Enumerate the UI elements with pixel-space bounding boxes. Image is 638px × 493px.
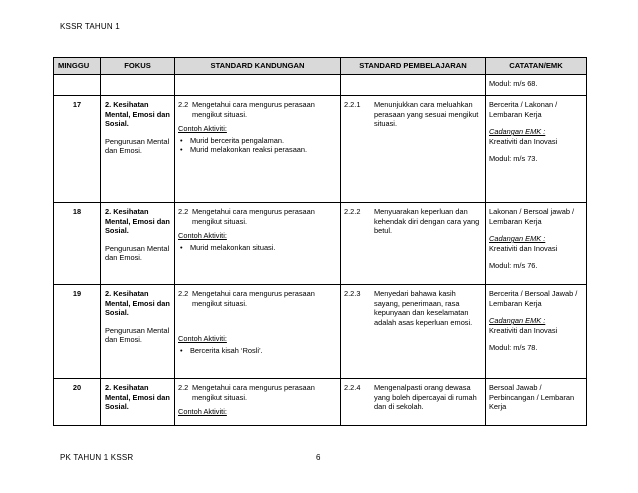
- sp-text: Menyedari bahawa kasih sayang, penerimaan, rasa kepunyaan dan keselamatan adalah asas keperluan emosi.: [374, 289, 473, 327]
- catatan-cell: [486, 285, 587, 379]
- fokus-cell: [101, 285, 175, 379]
- emk-text: Kreativiti dan Inovasi: [489, 325, 558, 335]
- catatan-text: Bersoal Jawab / Perbincangan / Lembaran Kerja: [489, 383, 575, 411]
- fokus-title: 2. Kesihatan Mental, Emosi dan Sosial.: [105, 383, 170, 411]
- sk-text: Mengetahui cara mengurus perasaan mengikut situasi.: [192, 289, 315, 308]
- table-header-row: [54, 58, 587, 75]
- sk-code: 2.2: [178, 383, 189, 392]
- lesson-plan-table: [53, 57, 587, 426]
- table-row: [54, 285, 587, 379]
- activity-item: • Murid melakonkan situasi.: [178, 243, 337, 253]
- sp-text: Mengenalpasti orang dewasa yang boleh dipercayai di rumah dan di sekolah.: [374, 383, 477, 411]
- fokus-cell: [101, 203, 175, 285]
- sp-code: 2.2.4: [344, 383, 361, 392]
- catatan-text: Bercerita / Bersoal Jawab / Lembaran Kerja: [489, 289, 578, 308]
- week-number: 20: [54, 379, 101, 426]
- table-row: [54, 379, 587, 426]
- fokus-subtitle: Pengurusan Mental dan Emosi.: [105, 136, 170, 155]
- table-row: [54, 75, 587, 96]
- table-row: [54, 96, 587, 203]
- sp-code: 2.2.2: [344, 207, 361, 216]
- sk-text: Mengetahui cara mengurus perasaan mengikut situasi.: [192, 100, 315, 119]
- sk-code: 2.2: [178, 100, 189, 109]
- activity-list: [178, 243, 337, 253]
- standard-pembelajaran-cell: [341, 285, 486, 379]
- contoh-aktiviti-label: Contoh Aktiviti:: [178, 231, 227, 240]
- modul-ref: Modul: m/s 78.: [489, 343, 538, 352]
- catatan-text: Bercerita / Lakonan / Lembaran Kerja: [489, 100, 558, 119]
- standard-pembelajaran-cell: [341, 379, 486, 426]
- activity-item: • Bercerita kisah ‘Rosli’.: [178, 346, 337, 356]
- catatan-cell: [486, 96, 587, 203]
- emk-label: Cadangan EMK :: [489, 316, 546, 325]
- fokus-title: 2. Kesihatan Mental, Emosi dan Sosial.: [105, 289, 170, 317]
- contoh-aktiviti-label: Contoh Aktiviti:: [178, 407, 227, 416]
- header-standard-pembelajaran: STANDARD PEMBELAJARAN: [341, 58, 486, 75]
- sp-code: 2.2.3: [344, 289, 361, 298]
- week-number: 19: [54, 285, 101, 379]
- activity-list: [178, 136, 337, 155]
- fokus-subtitle: Pengurusan Mental dan Emosi.: [105, 243, 170, 262]
- sp-text: Menunjukkan cara meluahkan perasaan yang sesuai mengikut situasi.: [374, 100, 479, 128]
- sk-code: 2.2: [178, 289, 189, 298]
- emk-label: Cadangan EMK :: [489, 127, 546, 136]
- modul-ref: Modul: m/s 76.: [489, 261, 538, 270]
- standard-kandungan-cell: [175, 203, 341, 285]
- sk-text: Mengetahui cara mengurus perasaan mengikut situasi.: [192, 383, 315, 402]
- fokus-cell: [101, 96, 175, 203]
- page-number: 6: [316, 453, 321, 462]
- footer-title: PK TAHUN 1 KSSR: [60, 453, 134, 462]
- modul-ref: Modul: m/s 73.: [489, 154, 538, 163]
- standard-kandungan-cell: [175, 285, 341, 379]
- standard-pembelajaran-cell: [341, 203, 486, 285]
- fokus-title: 2. Kesihatan Mental, Emosi dan Sosial.: [105, 100, 170, 128]
- week-number: 17: [54, 96, 101, 203]
- standard-kandungan-cell: [175, 96, 341, 203]
- page-header: KSSR TAHUN 1: [60, 22, 120, 31]
- sp-text: Menyuarakan keperluan dan kehendak diri dengan cara yang betul.: [374, 207, 480, 235]
- modul-ref: Modul: m/s 68.: [486, 75, 587, 96]
- activity-list: [178, 346, 337, 356]
- activity-item: • Murid bercerita pengalaman.: [178, 136, 337, 146]
- sp-code: 2.2.1: [344, 100, 361, 109]
- emk-label: Cadangan EMK :: [489, 234, 546, 243]
- catatan-cell: [486, 203, 587, 285]
- catatan-text: Lakonan / Bersoal jawab / Lembaran Kerja: [489, 207, 575, 226]
- sk-text: Mengetahui cara mengurus perasaan mengikut situasi.: [192, 207, 315, 226]
- emk-text: Kreativiti dan Inovasi: [489, 243, 558, 253]
- contoh-aktiviti-label: Contoh Aktiviti:: [178, 334, 227, 343]
- header-catatan-emk: CATATAN/EMK: [486, 58, 587, 75]
- header-minggu: MINGGU: [54, 58, 101, 75]
- emk-text: Kreativiti dan Inovasi: [489, 136, 558, 146]
- sk-code: 2.2: [178, 207, 189, 216]
- catatan-cell: [486, 379, 587, 426]
- table-row: [54, 203, 587, 285]
- fokus-cell: [101, 379, 175, 426]
- fokus-title: 2. Kesihatan Mental, Emosi dan Sosial.: [105, 207, 170, 235]
- header-fokus: FOKUS: [101, 58, 175, 75]
- header-standard-kandungan: STANDARD KANDUNGAN: [175, 58, 341, 75]
- standard-kandungan-cell: [175, 379, 341, 426]
- contoh-aktiviti-label: Contoh Aktiviti:: [178, 124, 227, 133]
- activity-item: • Murid melakonkan reaksi perasaan.: [178, 145, 337, 155]
- week-number: 18: [54, 203, 101, 285]
- standard-pembelajaran-cell: [341, 96, 486, 203]
- fokus-subtitle: Pengurusan Mental dan Emosi.: [105, 325, 170, 344]
